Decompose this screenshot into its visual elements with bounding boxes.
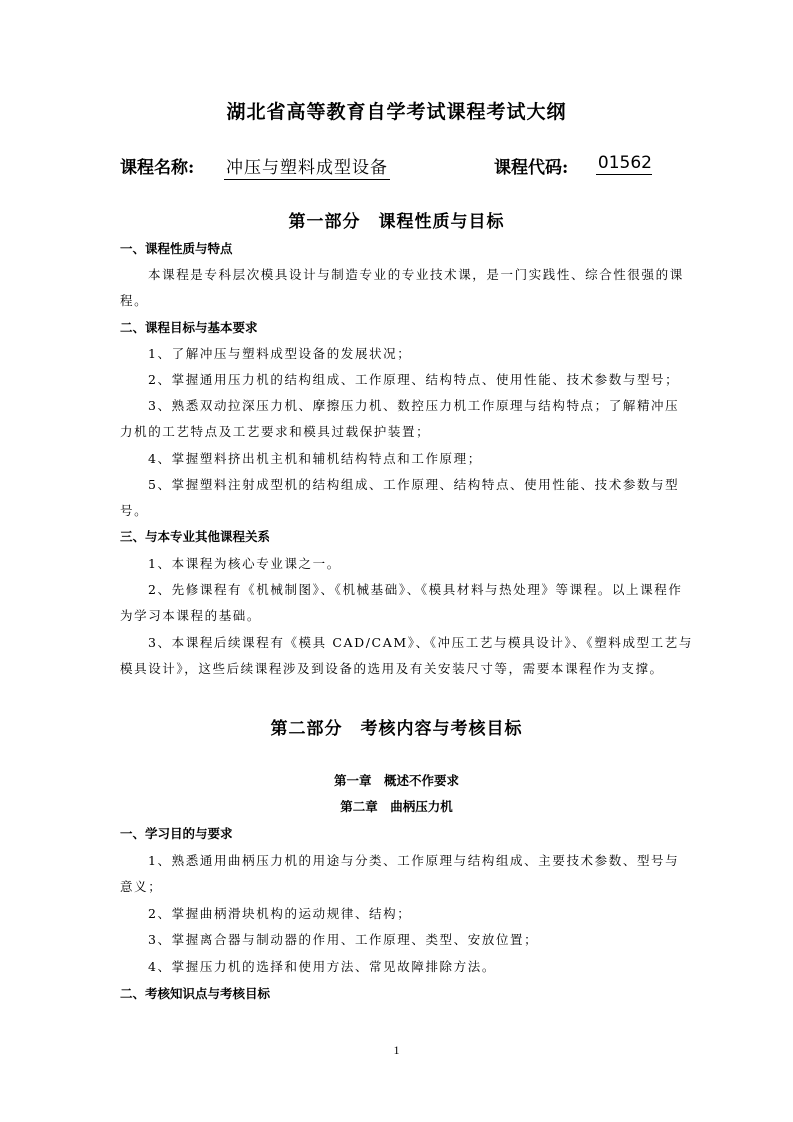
list-item: 1、熟悉通用曲柄压力机的用途与分类、工作原理与结构组成、主要技术参数、型号与 <box>148 853 680 868</box>
part1-section1-heading: 一、课程性质与特点 <box>120 241 233 256</box>
chapter1-heading: 第一章 概述不作要求 <box>333 773 459 788</box>
part1-heading: 第一部分 课程性质与目标 <box>288 212 505 232</box>
list-item: 4、掌握压力机的选择和使用方法、常见故障排除方法。 <box>148 959 496 974</box>
list-item: 3、掌握离合器与制动器的作用、工作原理、类型、安放位置； <box>148 932 539 947</box>
course-name: 冲压与塑料成型设备 <box>224 153 390 180</box>
part2-section1-heading: 一、学习目的与要求 <box>120 826 233 841</box>
course-code-label: 课程代码: <box>494 158 569 178</box>
paragraph-line: 本课程是专科层次模具设计与制造专业的专业技术课，是一门实践性、综合性很强的课 <box>148 267 684 282</box>
part1-section3-heading: 三、与本专业其他课程关系 <box>120 529 271 544</box>
list-item-continuation: 意义； <box>120 879 163 894</box>
course-code: 01562 <box>597 153 652 173</box>
page-number: 1 <box>393 1043 400 1057</box>
list-item: 3、本课程后续课程有《模具 CAD/CAM》、《冲压工艺与模具设计》、《塑料成型工艺与 <box>148 635 693 650</box>
list-item: 5、掌握塑料注射成型机的结构组成、工作原理、结构特点、使用性能、技术参数与型 <box>148 477 680 492</box>
list-item: 2、掌握曲柄滑块机构的运动规律、结构； <box>148 906 412 921</box>
part1-section2-heading: 二、课程目标与基本要求 <box>120 320 258 335</box>
list-item: 3、熟悉双动拉深压力机、摩擦压力机、数控压力机工作原理与结构特点；了解精冲压 <box>148 398 680 413</box>
list-item: 4、掌握塑料挤出机主机和辅机结构特点和工作原理； <box>148 451 482 466</box>
list-item-continuation: 号。 <box>120 503 149 518</box>
list-item: 2、掌握通用压力机的结构组成、工作原理、结构特点、使用性能、技术参数与型号； <box>148 372 680 387</box>
document-title: 湖北省高等教育自学考试课程考试大纲 <box>226 101 567 123</box>
list-item: 2、先修课程有《机械制图》、《机械基础》、《模具材料与热处理》等课程。以上课程作 <box>148 582 683 597</box>
list-item-continuation: 模具设计》，这些后续课程涉及到设备的选用及有关安装尺寸等，需要本课程作为支撑。 <box>120 661 664 676</box>
paragraph-line: 程。 <box>120 293 149 308</box>
list-item: 1、了解冲压与塑料成型设备的发展状况； <box>148 346 412 361</box>
part2-section2-heading: 二、考核知识点与考核目标 <box>120 986 271 1001</box>
list-item-continuation: 为学习本课程的基础。 <box>120 608 262 623</box>
part2-heading: 第二部分 考核内容与考核目标 <box>270 719 523 739</box>
list-item-continuation: 力机的工艺特点及工艺要求和模具过载保护装置； <box>120 424 431 439</box>
chapter2-heading: 第二章 曲柄压力机 <box>340 799 453 814</box>
list-item: 1、本课程为核心专业课之一。 <box>148 556 341 571</box>
course-name-label: 课程名称: <box>120 158 195 178</box>
